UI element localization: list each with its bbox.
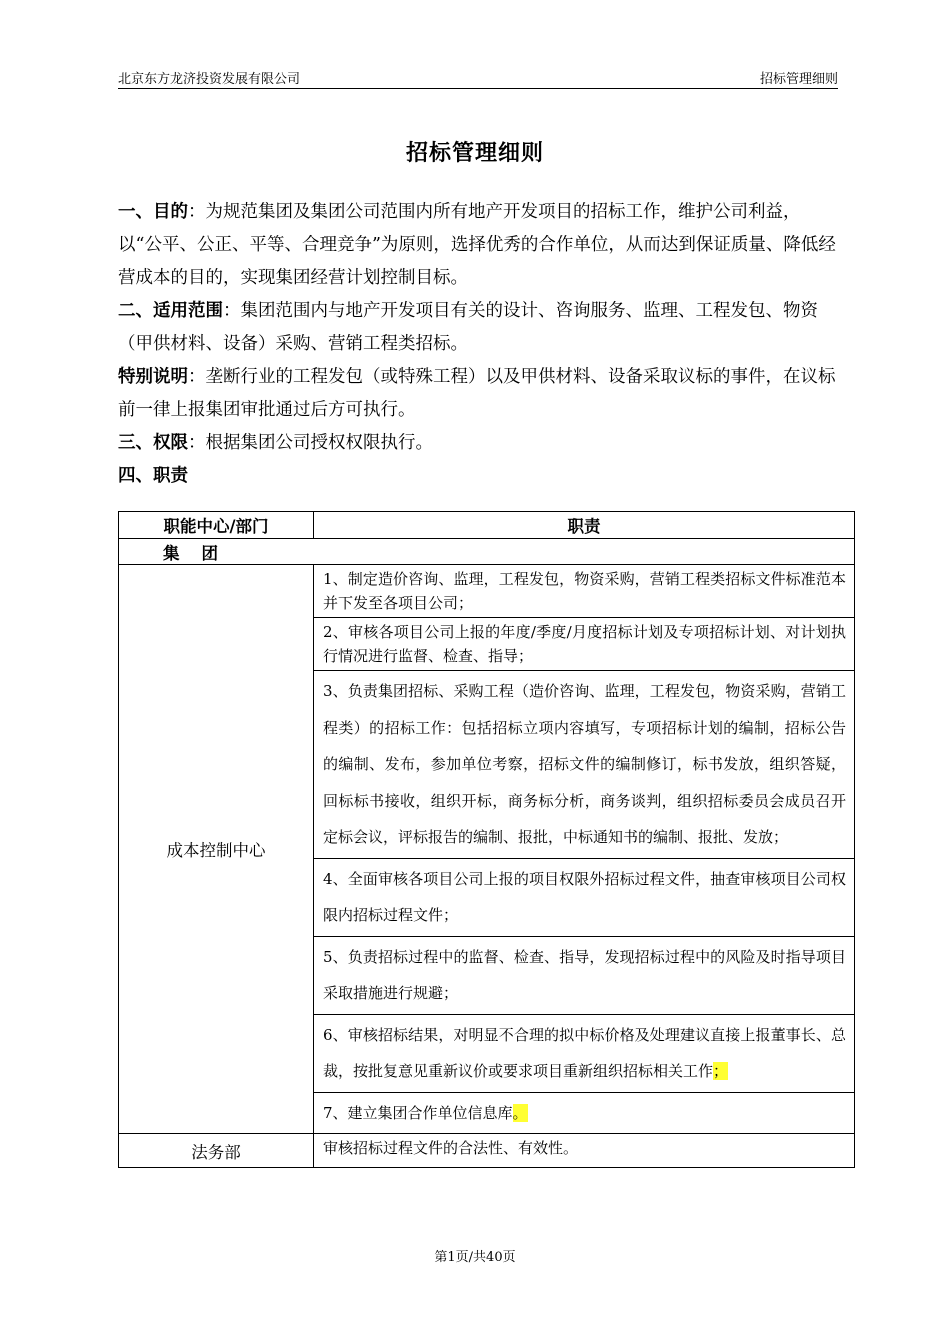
scope-text: ：集团范围内与地产开发项目有关的设计、咨询服务、监理、工程发包、物资（甲供材料、设备）采购、营销工程类招标。 xyxy=(118,301,818,354)
purpose-text: ：为规范集团及集团公司范围内所有地产开发项目的招标工作，维护公司利益，以“公平、公正、平等、合理竞争”为原则，选择优秀的合作单位，从而达到保证质量、降低经营成本的目的，实现集团经营计划控制目标。 xyxy=(118,202,836,288)
duty-item: 4、全面审核各项目公司上报的项目权限外招标过程文件，抽查审核项目公司权限内招标过程文件； xyxy=(314,858,855,936)
legal-dept-name: 法务部 xyxy=(119,1134,314,1168)
page-header xyxy=(118,66,838,89)
table-row xyxy=(119,1134,855,1168)
duties-label: 四、职责 xyxy=(118,466,188,486)
page-footer: 第1页/共40页 xyxy=(434,1250,516,1265)
document-title: 招标管理细则 xyxy=(405,140,544,166)
header-doc-name: 招标管理细则 xyxy=(759,72,838,87)
header-duty: 职责 xyxy=(314,512,855,539)
scope-paragraph xyxy=(118,295,838,361)
group-row xyxy=(119,539,855,565)
note-text: ：垄断行业的工程发包（或特殊工程）以及甲供材料、设备采取议标的事件，在议标前一律上报集团审批通过后方可执行。 xyxy=(118,367,836,420)
purpose-paragraph xyxy=(118,196,838,295)
duty-7-highlight: 。 xyxy=(512,1103,528,1122)
authority-text: ：根据集团公司授权权限执行。 xyxy=(188,433,433,453)
duty-item: 1、制定造价咨询、监理，工程发包，物资采购，营销工程类招标文件标准范本并下发至各项目公司； xyxy=(314,565,855,618)
table-header-row xyxy=(119,512,855,539)
document-body xyxy=(118,196,838,493)
authority-paragraph xyxy=(118,427,838,460)
table-row xyxy=(119,565,855,618)
responsibility-table xyxy=(118,511,855,1168)
header-dept: 职能中心/部门 xyxy=(119,512,314,539)
duties-heading xyxy=(118,460,838,493)
cost-center-name: 成本控制中心 xyxy=(119,565,314,1134)
duty-item: 5、负责招标过程中的监督、检查、指导，发现招标过程中的风险及时指导项目采取措施进行规避； xyxy=(314,936,855,1014)
legal-duty: 审核招标过程文件的合法性、有效性。 xyxy=(314,1134,855,1168)
header-company: 北京东方龙济投资发展有限公司 xyxy=(118,72,301,87)
duty-item: 2、审核各项目公司上报的年度/季度/月度招标计划及专项招标计划、对计划执行情况进行监督、检查、指导； xyxy=(314,618,855,671)
group-label: 集团 xyxy=(119,539,855,565)
duty-item xyxy=(314,1092,855,1134)
scope-label: 二、适用范围 xyxy=(118,301,223,321)
duty-7-text: 7、建立集团合作单位信息库 xyxy=(323,1103,513,1122)
duty-6-text: 6、审核招标结果，对明显不合理的拟中标价格及处理建议直接上报董事长、总裁，按批复意见重新议价或要求项目重新组织招标相关工作 xyxy=(323,1025,846,1080)
authority-label: 三、权限 xyxy=(118,433,188,453)
purpose-label: 一、目的 xyxy=(118,202,188,222)
note-label: 特别说明 xyxy=(118,367,188,387)
duty-6-highlight: ； xyxy=(713,1062,729,1080)
note-paragraph xyxy=(118,361,838,427)
duty-item: 3、负责集团招标、采购工程（造价咨询、监理，工程发包，物资采购，营销工程类）的招标工作：包括招标立项内容填写，专项招标计划的编制，招标公告的编制、发布，参加单位考察，招标文件的编制修订，标书发放，组织答疑，回标标书接收，组织开标，商务标分析，商务谈判，组织招标委员会成员召开定标会议，评标报告的编制、报批，中标通知书的编制、报批、发放； xyxy=(314,671,855,859)
duty-item xyxy=(314,1014,855,1092)
